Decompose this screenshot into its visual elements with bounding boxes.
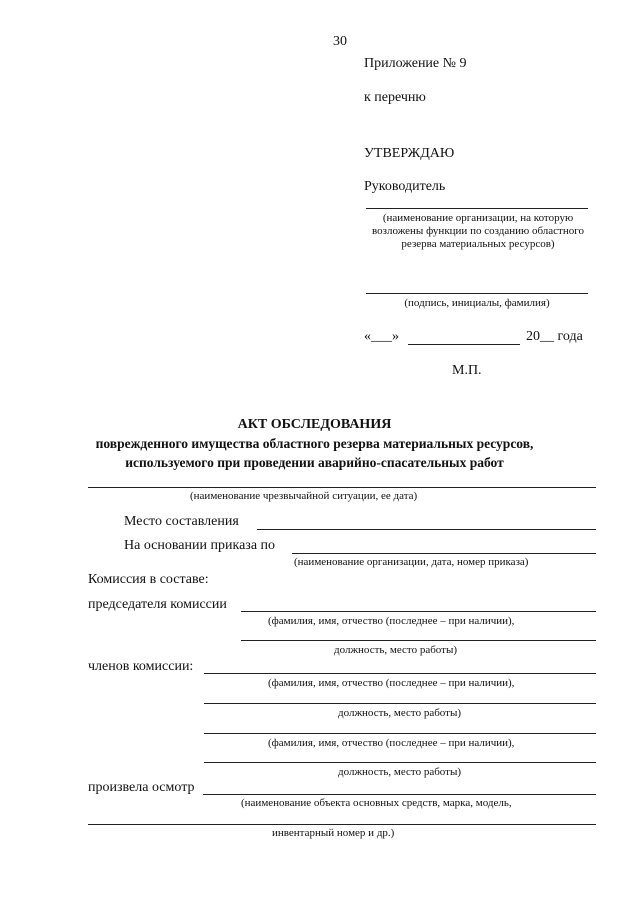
members-label: членов комиссии:	[88, 659, 194, 674]
chairman-position-caption: должность, место работы)	[334, 644, 458, 656]
chairman-position-line	[241, 640, 596, 641]
document-title: АКТ ОБСЛЕДОВАНИЯ	[237, 417, 392, 432]
date-year: 20__ года	[526, 329, 583, 344]
member-1-position-line	[204, 703, 596, 704]
org-caption: (наименование организации, на которую возложены функции по созданию областного резерва материальных ресурсов)	[372, 212, 584, 250]
chairman-fio-caption: (фамилия, имя, отчество (последнее – при наличии),	[268, 615, 515, 627]
signature-caption: (подпись, инициалы, фамилия)	[404, 297, 550, 309]
object-caption: (наименование объекта основных средств, марка, модель,	[241, 797, 512, 809]
appendix-label: Приложение № 9	[364, 56, 467, 71]
member-2-fio-caption: (фамилия, имя, отчество (последнее – при наличии),	[268, 737, 515, 749]
member-1-fio-caption: (фамилия, имя, отчество (последнее – при наличии),	[268, 677, 515, 689]
inspection-line	[203, 794, 596, 795]
member-2-position-caption: должность, место работы)	[338, 766, 462, 778]
date-month-line	[408, 344, 520, 345]
order-label: На основании приказа по	[124, 538, 276, 553]
member-1-position-caption: должность, место работы)	[338, 707, 462, 719]
place-line	[257, 529, 596, 530]
commission-label: Комиссия в составе:	[88, 572, 209, 587]
member-2-position-line	[204, 762, 596, 763]
org-line	[366, 208, 588, 209]
inventory-line	[88, 824, 596, 825]
member-1-line	[204, 673, 596, 674]
emergency-caption: (наименование чрезвычайной ситуации, ее дата)	[190, 490, 418, 502]
emergency-line	[88, 487, 596, 488]
head-label: Руководитель	[364, 179, 446, 194]
to-list-label: к перечню	[364, 90, 426, 105]
chairman-line	[241, 611, 596, 612]
date-day: «___»	[364, 329, 399, 344]
title-line-2: используемого при проведении аварийно-спасательных работ	[125, 455, 504, 470]
inspection-label: произвела осмотр	[88, 780, 195, 795]
place-label: Место составления	[124, 514, 239, 529]
title-line-1: поврежденного имущества областного резерва материальных ресурсов,	[95, 436, 534, 451]
order-line	[292, 553, 596, 554]
inventory-caption: инвентарный номер и др.)	[272, 827, 395, 839]
approve-label: УТВЕРЖДАЮ	[364, 146, 455, 161]
member-2-line	[204, 733, 596, 734]
chairman-label: председателя комиссии	[88, 597, 227, 612]
page-number: 30	[333, 34, 347, 49]
signature-line	[366, 293, 588, 294]
stamp-label: М.П.	[452, 363, 482, 378]
order-caption: (наименование организации, дата, номер приказа)	[294, 556, 529, 568]
